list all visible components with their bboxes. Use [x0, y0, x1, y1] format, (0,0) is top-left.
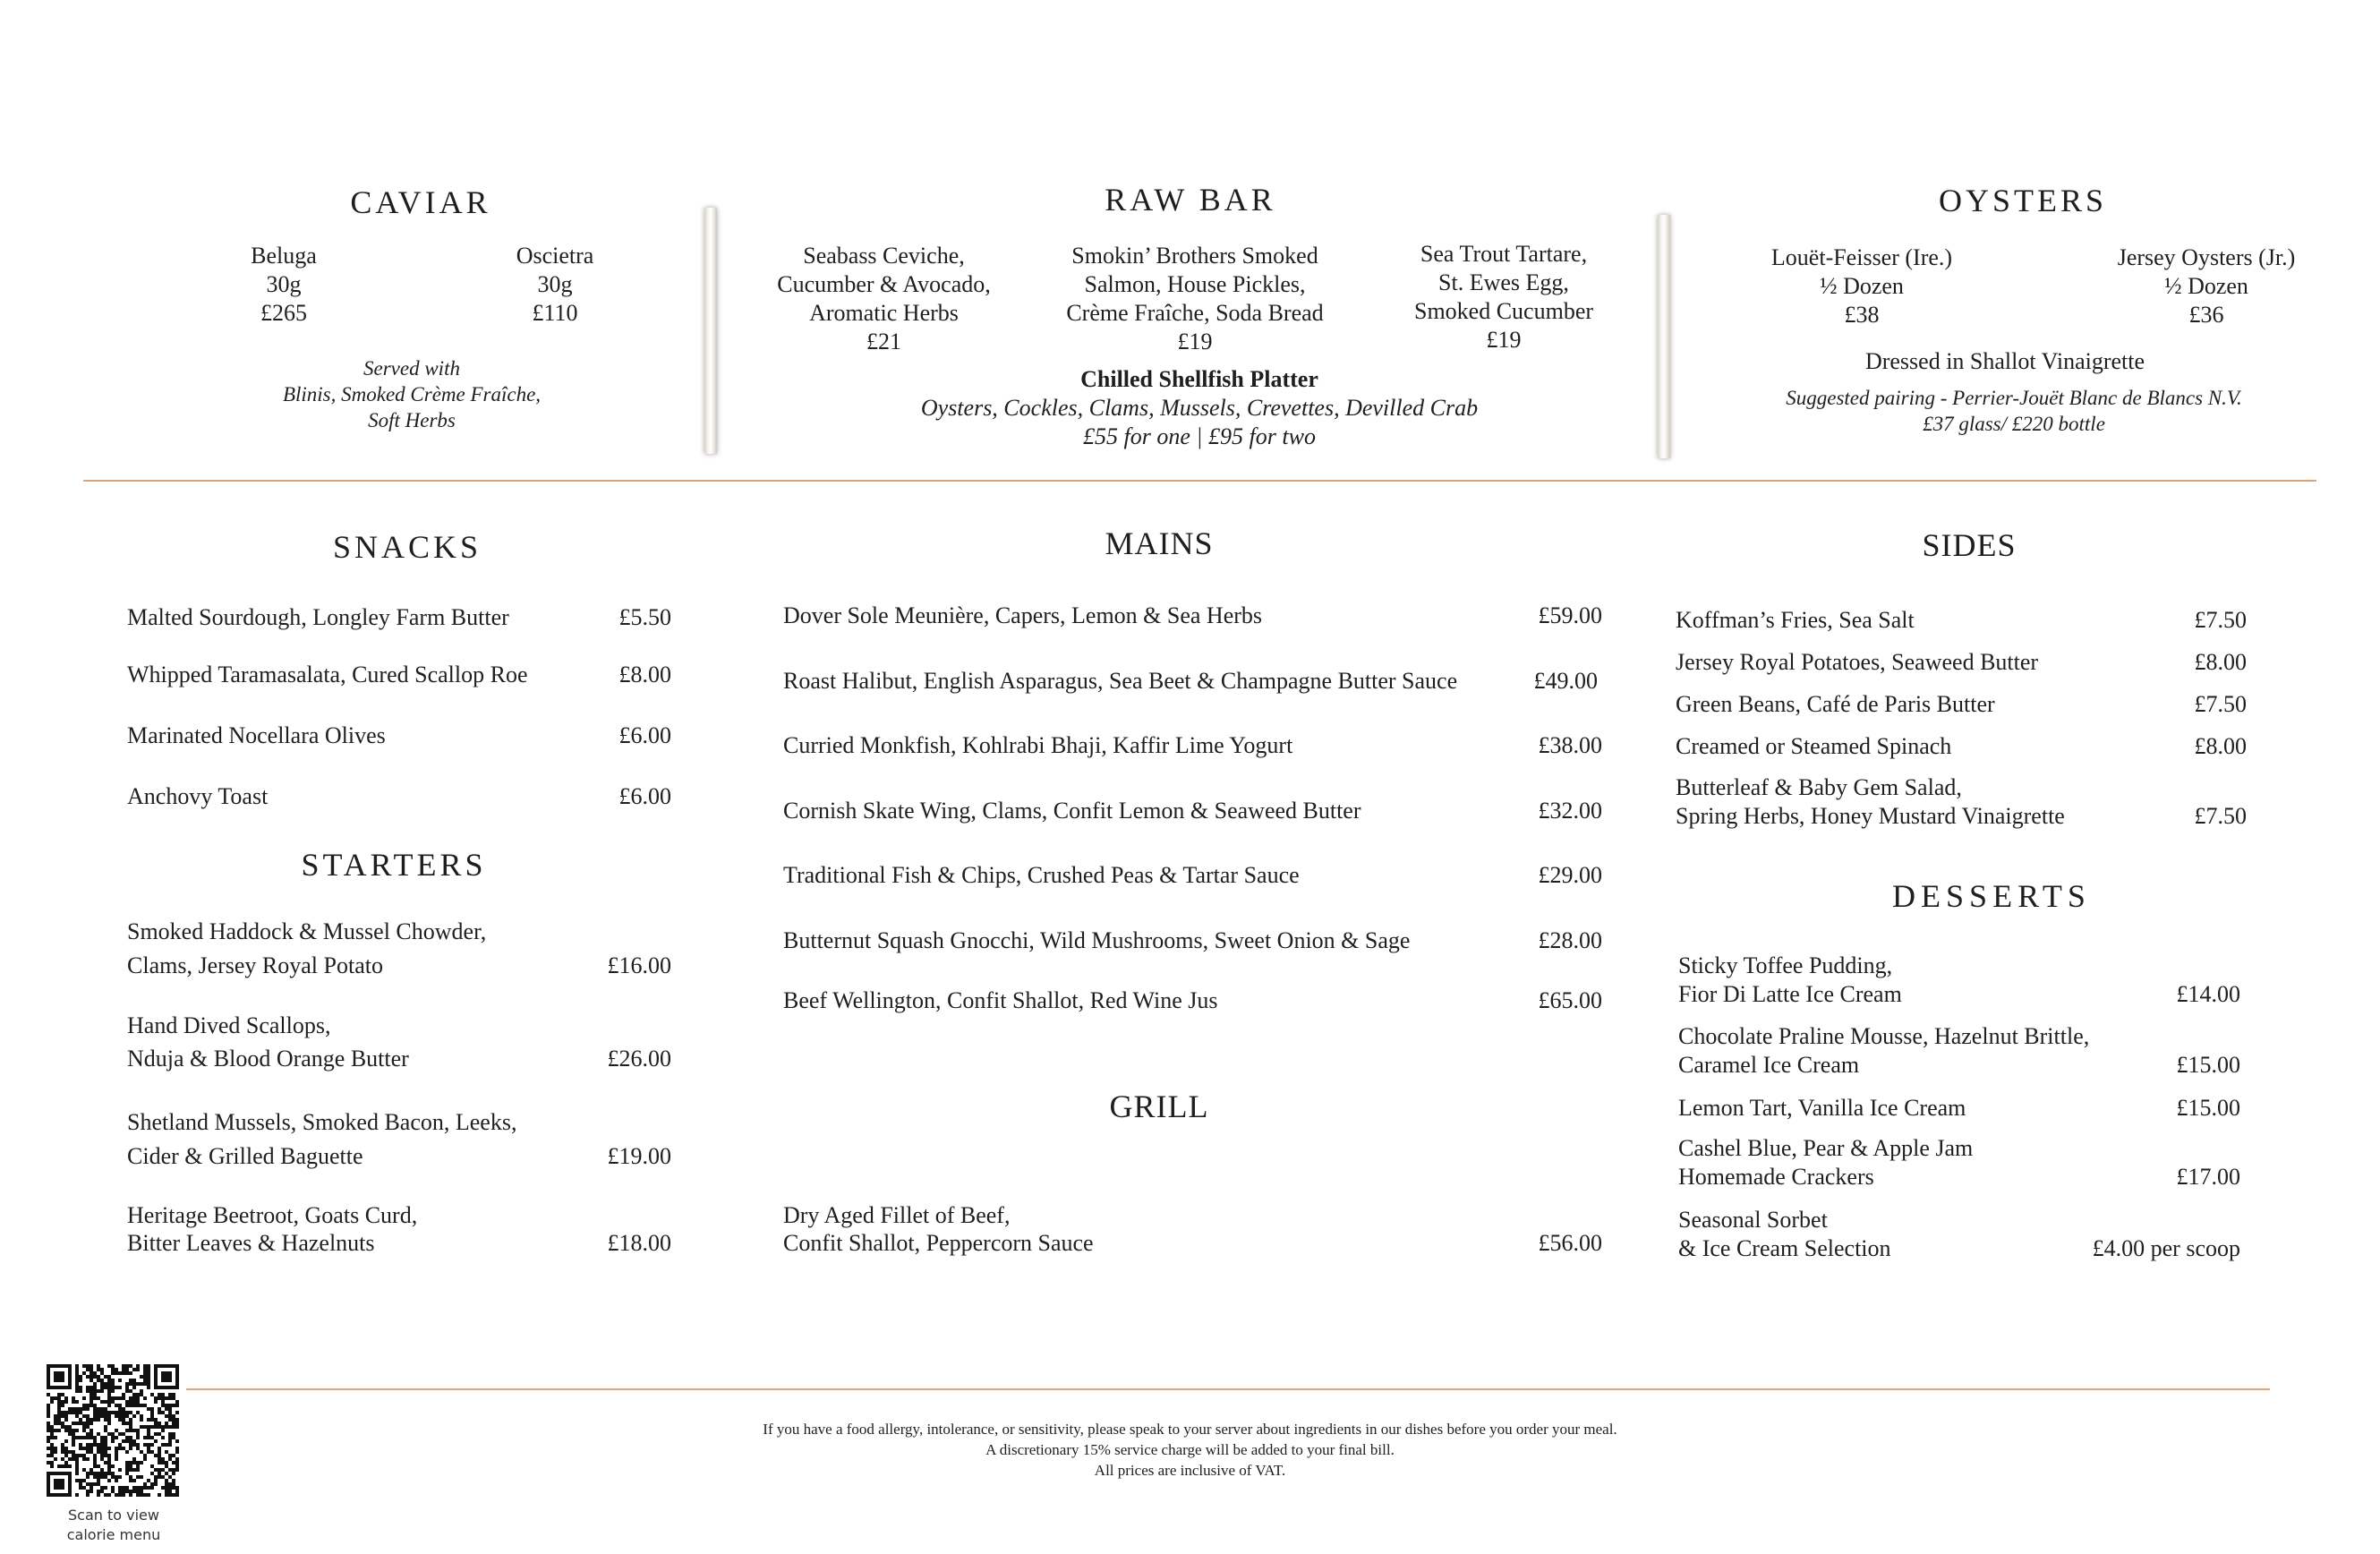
- raw-bar-item-line: St. Ewes Egg,: [1438, 269, 1569, 295]
- side-item-name: Green Beans, Café de Paris Butter: [1676, 691, 1995, 717]
- dessert-item-line: Caramel Ice Cream: [1678, 1052, 1860, 1078]
- served-with-line: Soft Herbs: [368, 409, 456, 431]
- raw-bar-item-salmon: [1047, 242, 1343, 356]
- main-item-price: £38.00: [1538, 732, 1602, 758]
- sides-title: SIDES: [1922, 527, 2017, 563]
- raw-bar-item-price: £21: [866, 329, 901, 354]
- oyster-item-qty: ½ Dozen: [1820, 273, 1904, 299]
- raw-bar-item-line: Smoked Cucumber: [1413, 298, 1594, 324]
- dessert-item-line: Seasonal Sorbet: [1678, 1207, 1828, 1233]
- snack-item-price: £5.50: [618, 604, 671, 630]
- caviar-item-name: Beluga: [251, 243, 317, 269]
- snack-item-price: £8.00: [618, 662, 671, 687]
- main-item-name: Dover Sole Meunière, Capers, Lemon & Sea Herbs: [783, 602, 1263, 628]
- mains-title: MAINS: [1105, 525, 1214, 561]
- main-item-name: Traditional Fish & Chips, Crushed Peas & Tartar Sauce: [783, 862, 1300, 888]
- caviar-item-beluga: [212, 242, 355, 328]
- raw-bar-item-line: Cucumber & Avocado,: [777, 271, 991, 297]
- service-note: A discretionary 15% service charge will be added to your final bill.: [985, 1441, 1395, 1458]
- dessert-item-price: £17.00: [2176, 1164, 2240, 1190]
- dessert-item-line: Homemade Crackers: [1678, 1164, 1874, 1190]
- starter-item-price: £19.00: [607, 1143, 671, 1169]
- starter-item-line: Shetland Mussels, Smoked Bacon, Leeks,: [127, 1109, 517, 1135]
- snacks-title: SNACKS: [332, 529, 482, 565]
- starters-title: STARTERS: [301, 847, 487, 883]
- caviar-item-name: Oscietra: [516, 243, 594, 269]
- dessert-item-price: £14.00: [2176, 981, 2240, 1007]
- starter-item-line: Cider & Grilled Baguette: [127, 1143, 363, 1169]
- main-item-name: Beef Wellington, Confit Shallot, Red Wine Jus: [783, 987, 1218, 1013]
- raw-bar-item-line: Crème Fraîche, Soda Bread: [1066, 300, 1324, 326]
- side-item-name: Koffman’s Fries, Sea Salt: [1676, 607, 1915, 633]
- main-item-name: Cornish Skate Wing, Clams, Confit Lemon & Seaweed Butter: [783, 798, 1361, 824]
- snack-item-name: Anchovy Toast: [127, 783, 269, 809]
- snack-item-name: Whipped Taramasalata, Cured Scallop Roe: [127, 662, 528, 687]
- side-item-price: £8.00: [2194, 649, 2247, 675]
- oyster-item-qty: ½ Dozen: [2164, 273, 2248, 299]
- vat-note: All prices are inclusive of VAT.: [1094, 1462, 1286, 1479]
- grill-item-line: Dry Aged Fillet of Beef,: [783, 1202, 1011, 1228]
- main-item-name: Curried Monkfish, Kohlrabi Bhaji, Kaffir Lime Yogurt: [783, 732, 1293, 758]
- starter-item-line: Hand Dived Scallops,: [127, 1012, 331, 1038]
- section-rule: [83, 480, 2316, 482]
- side-item-price: £8.00: [2194, 733, 2247, 759]
- side-item-price: £7.50: [2194, 607, 2247, 633]
- caviar-item-price: £265: [260, 300, 307, 326]
- column-divider: [704, 208, 717, 454]
- qr-caption-line: Scan to view: [68, 1507, 159, 1524]
- caviar-item-weight: 30g: [537, 271, 573, 297]
- snack-item-price: £6.00: [618, 722, 671, 748]
- main-item-name: Roast Halibut, English Asparagus, Sea Beet & Champagne Butter Sauce: [783, 668, 1458, 694]
- raw-bar-item-line: Sea Trout Tartare,: [1420, 241, 1588, 267]
- main-item-name: Butternut Squash Gnocchi, Wild Mushrooms, Sweet Onion & Sage: [783, 927, 1411, 953]
- main-item-price: £29.00: [1538, 862, 1602, 888]
- caviar-item-price: £110: [532, 300, 578, 326]
- caviar-title: CAVIAR: [350, 184, 491, 220]
- desserts-title: DESSERTS: [1892, 878, 2091, 914]
- snack-item-name: Malted Sourdough, Longley Farm Butter: [127, 604, 509, 630]
- starter-item-line: Smoked Haddock & Mussel Chowder,: [127, 918, 487, 944]
- dessert-item-price: £15.00: [2176, 1095, 2240, 1121]
- oyster-item-name: Louët-Feisser (Ire.): [1770, 244, 1953, 270]
- side-item-name: Creamed or Steamed Spinach: [1676, 733, 1952, 759]
- side-item-line: Spring Herbs, Honey Mustard Vinaigrette: [1676, 803, 2065, 829]
- caviar-served-with: [215, 355, 609, 433]
- raw-bar-item-line: Seabass Ceviche,: [803, 243, 965, 269]
- starter-item-price: £16.00: [607, 952, 671, 978]
- raw-bar-item-ceviche: [752, 242, 1016, 356]
- dessert-item-line: Cashel Blue, Pear & Apple Jam: [1678, 1135, 1974, 1161]
- main-item-price: £49.00: [1533, 668, 1598, 694]
- main-item-price: £59.00: [1538, 602, 1602, 628]
- served-with-line: Served with: [363, 357, 460, 380]
- oyster-item-louet: [1732, 243, 1992, 329]
- oyster-dressing: Dressed in Shallot Vinaigrette: [1864, 348, 2145, 374]
- raw-bar-title: RAW BAR: [1105, 182, 1276, 218]
- starter-item-price: £18.00: [607, 1230, 671, 1256]
- dessert-item-line: Sticky Toffee Pudding,: [1678, 952, 1893, 978]
- grill-title: GRILL: [1109, 1089, 1209, 1124]
- qr-caption-line: calorie menu: [66, 1526, 161, 1543]
- main-item-price: £28.00: [1538, 927, 1602, 953]
- oyster-item-jersey: [2077, 243, 2336, 329]
- main-item-price: £32.00: [1538, 798, 1602, 824]
- oyster-item-price: £36: [2188, 302, 2224, 328]
- raw-bar-item-trout: [1374, 240, 1634, 354]
- oysters-title: OYSTERS: [1938, 183, 2108, 218]
- raw-bar-item-line: Aromatic Herbs: [809, 300, 959, 326]
- dessert-item-line: Lemon Tart, Vanilla Ice Cream: [1678, 1095, 1966, 1121]
- raw-bar-item-price: £19: [1486, 327, 1522, 353]
- served-with-line: Blinis, Smoked Crème Fraîche,: [282, 383, 542, 406]
- raw-bar-item-line: Salmon, House Pickles,: [1084, 271, 1306, 297]
- footer-rule: [186, 1388, 2270, 1390]
- side-item-price: £7.50: [2194, 691, 2247, 717]
- starter-item-line: Heritage Beetroot, Goats Curd,: [127, 1202, 418, 1228]
- caviar-item-oscietra: [483, 242, 627, 328]
- raw-bar-item-price: £19: [1177, 329, 1213, 354]
- starter-item-price: £26.00: [607, 1046, 671, 1072]
- allergy-note: If you have a food allergy, intolerance, or sensitivity, please speak to your server about ingredients in our dishes before you order your meal.: [763, 1421, 1617, 1438]
- side-item-line: Butterleaf & Baby Gem Salad,: [1676, 774, 1962, 800]
- column-divider: [1658, 215, 1670, 458]
- grill-item-line: Confit Shallot, Peppercorn Sauce: [783, 1230, 1094, 1256]
- dessert-item-line: Chocolate Praline Mousse, Hazelnut Brittle,: [1678, 1023, 2090, 1049]
- snack-item-price: £6.00: [618, 783, 671, 809]
- oyster-item-price: £38: [1844, 302, 1880, 328]
- oyster-item-name: Jersey Oysters (Jr.): [2117, 244, 2296, 270]
- dessert-item-line: Fior Di Latte Ice Cream: [1678, 981, 1902, 1007]
- platter-price: £55 for one | £95 for two: [1083, 423, 1316, 449]
- dessert-item-price: £4.00 per scoop: [2092, 1235, 2240, 1261]
- qr-caption: [38, 1506, 190, 1545]
- platter-description: Oysters, Cockles, Clams, Mussels, Crevettes, Devilled Crab: [920, 395, 1479, 421]
- raw-bar-item-line: Smokin’ Brothers Smoked: [1071, 243, 1318, 269]
- platter-name: Chilled Shellfish Platter: [1080, 366, 1318, 392]
- main-item-price: £65.00: [1538, 987, 1602, 1013]
- starter-item-line: Clams, Jersey Royal Potato: [127, 952, 383, 978]
- side-item-price: £7.50: [2194, 803, 2247, 829]
- oyster-pairing-price: £37 glass/ £220 bottle: [1923, 413, 2105, 435]
- dessert-item-line: & Ice Cream Selection: [1678, 1235, 1891, 1261]
- starter-item-line: Bitter Leaves & Hazelnuts: [127, 1230, 375, 1256]
- caviar-item-weight: 30g: [266, 271, 302, 297]
- side-item-name: Jersey Royal Potatoes, Seaweed Butter: [1676, 649, 2039, 675]
- starter-item-line: Nduja & Blood Orange Butter: [127, 1046, 409, 1072]
- oyster-pairing: Suggested pairing - Perrier-Jouët Blanc de Blancs N.V.: [1786, 387, 2242, 409]
- dessert-item-price: £15.00: [2176, 1052, 2240, 1078]
- grill-item-price: £56.00: [1538, 1230, 1602, 1256]
- snack-item-name: Marinated Nocellara Olives: [127, 722, 386, 748]
